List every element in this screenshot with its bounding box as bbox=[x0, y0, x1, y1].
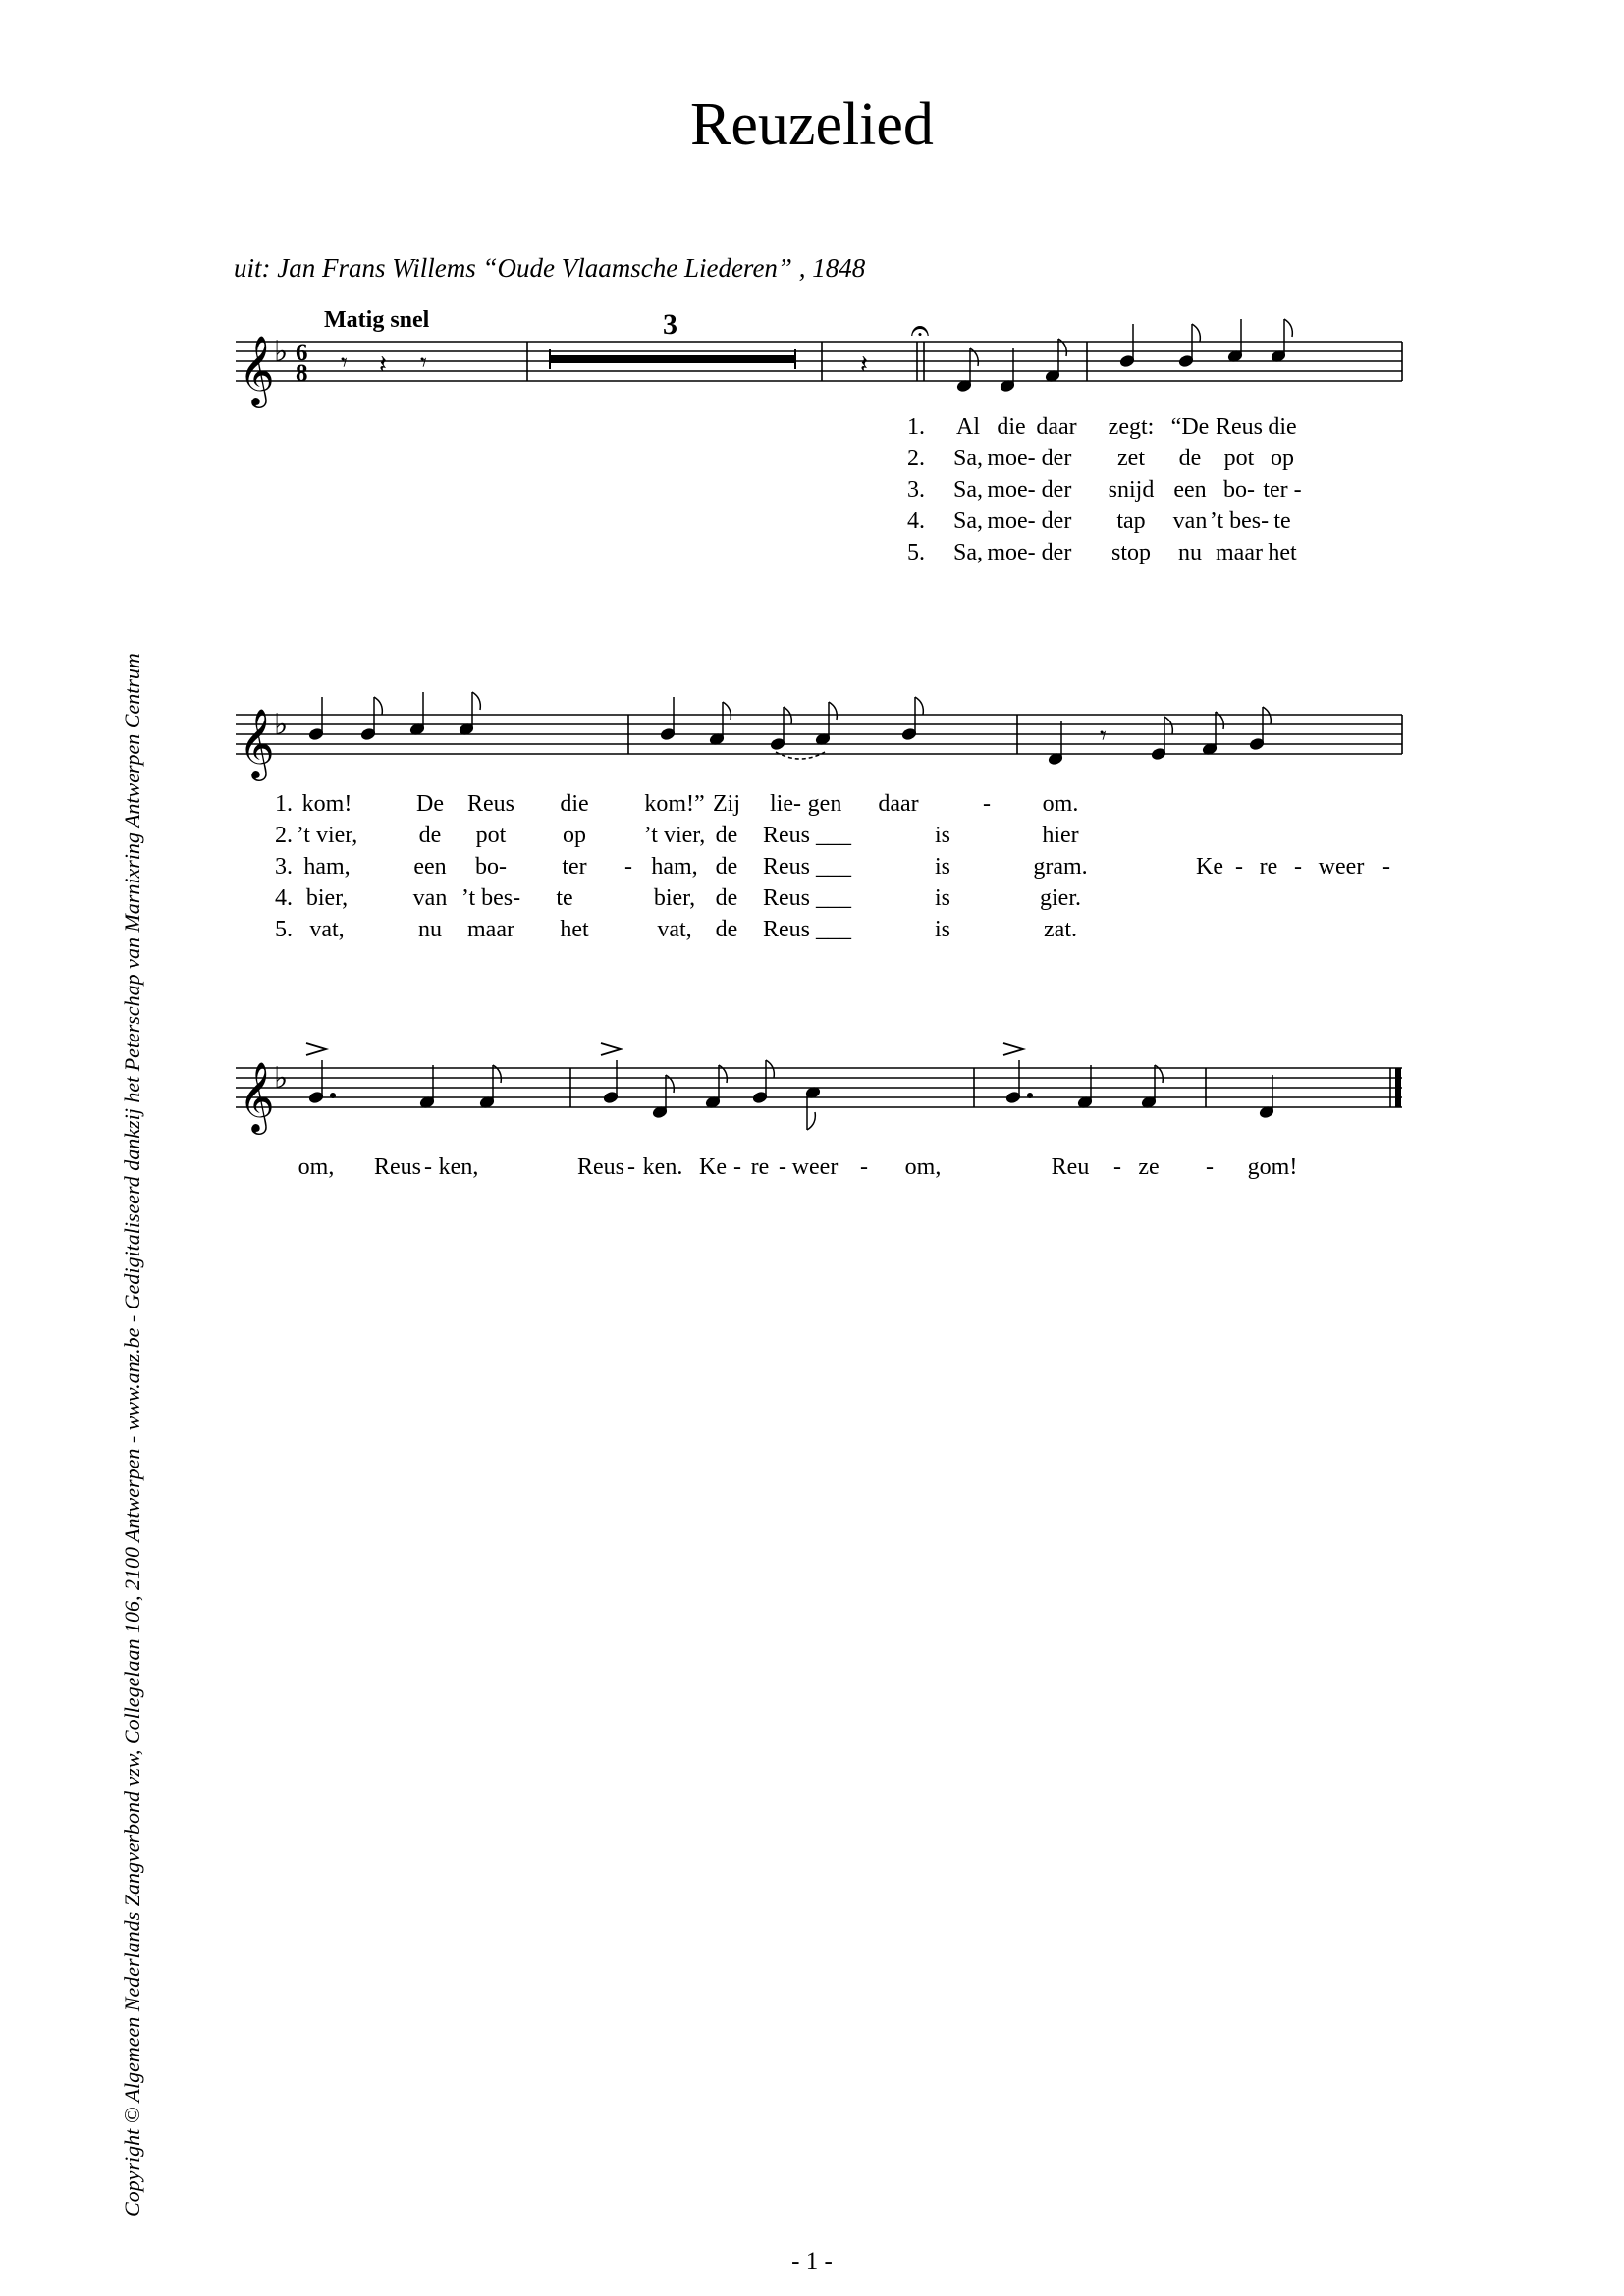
treble-clef-icon: 𝄞 bbox=[239, 1060, 275, 1132]
treble-clef-icon: 𝄞 bbox=[239, 707, 275, 778]
staff-system-1 bbox=[0, 308, 1624, 422]
notes-measure-5 bbox=[1048, 707, 1271, 766]
notes-measure-4 bbox=[660, 697, 923, 759]
svg-text:𝄽: 𝄽 bbox=[379, 350, 387, 380]
notes-measure-anacrusis bbox=[956, 339, 1066, 393]
notes-measure-3 bbox=[308, 692, 480, 741]
staff-lines bbox=[236, 1068, 1402, 1107]
accent-marks bbox=[306, 1043, 1023, 1055]
notes-measure-2 bbox=[1119, 319, 1292, 368]
page-number: - 1 - bbox=[791, 2248, 833, 2274]
flat-key-signature-icon: ♭ bbox=[274, 335, 289, 369]
quarter-rest-icon: 𝄽 bbox=[860, 350, 868, 380]
svg-text:𝄾: 𝄾 bbox=[420, 348, 427, 378]
eighth-rest-icon: 𝄾 bbox=[1100, 721, 1107, 751]
final-barline-thick bbox=[1395, 1068, 1401, 1107]
fermata-icon: 𝄐 bbox=[910, 311, 930, 350]
multi-measure-rest bbox=[550, 355, 795, 363]
copyright-notice: Copyright © Algemeen Nederlands Zangverbond vzw, Collegelaan 106, 2100 Antwerpen - www.anz.be - Gedigitaliseerd dankzij het Peterschap van Marnixring Antwerpen Centrum bbox=[120, 653, 144, 2216]
source-line: uit: Jan Frans Willems “Oude Vlaamsche Liederen” , 1848 bbox=[234, 253, 866, 283]
staff-lines bbox=[236, 342, 1402, 381]
multirest-count: 3 bbox=[663, 308, 677, 341]
staff-lines bbox=[236, 715, 1402, 754]
svg-text:𝄾: 𝄾 bbox=[341, 348, 348, 378]
time-signature-top: 6 bbox=[296, 340, 308, 366]
slur-dashed bbox=[776, 752, 825, 759]
staff-system-2 bbox=[0, 687, 1624, 795]
time-signature-bottom: 8 bbox=[296, 360, 308, 387]
notes-measure-7 bbox=[603, 1060, 820, 1130]
tempo-marking: Matig snel bbox=[324, 307, 430, 333]
flat-key-signature-icon: ♭ bbox=[274, 708, 289, 742]
rests-measure-1 bbox=[341, 348, 427, 380]
song-title: Reuzelied bbox=[690, 91, 934, 158]
flat-key-signature-icon: ♭ bbox=[274, 1061, 289, 1095]
staff-system-3 bbox=[0, 1041, 1624, 1148]
treble-clef-icon: 𝄞 bbox=[239, 334, 275, 405]
